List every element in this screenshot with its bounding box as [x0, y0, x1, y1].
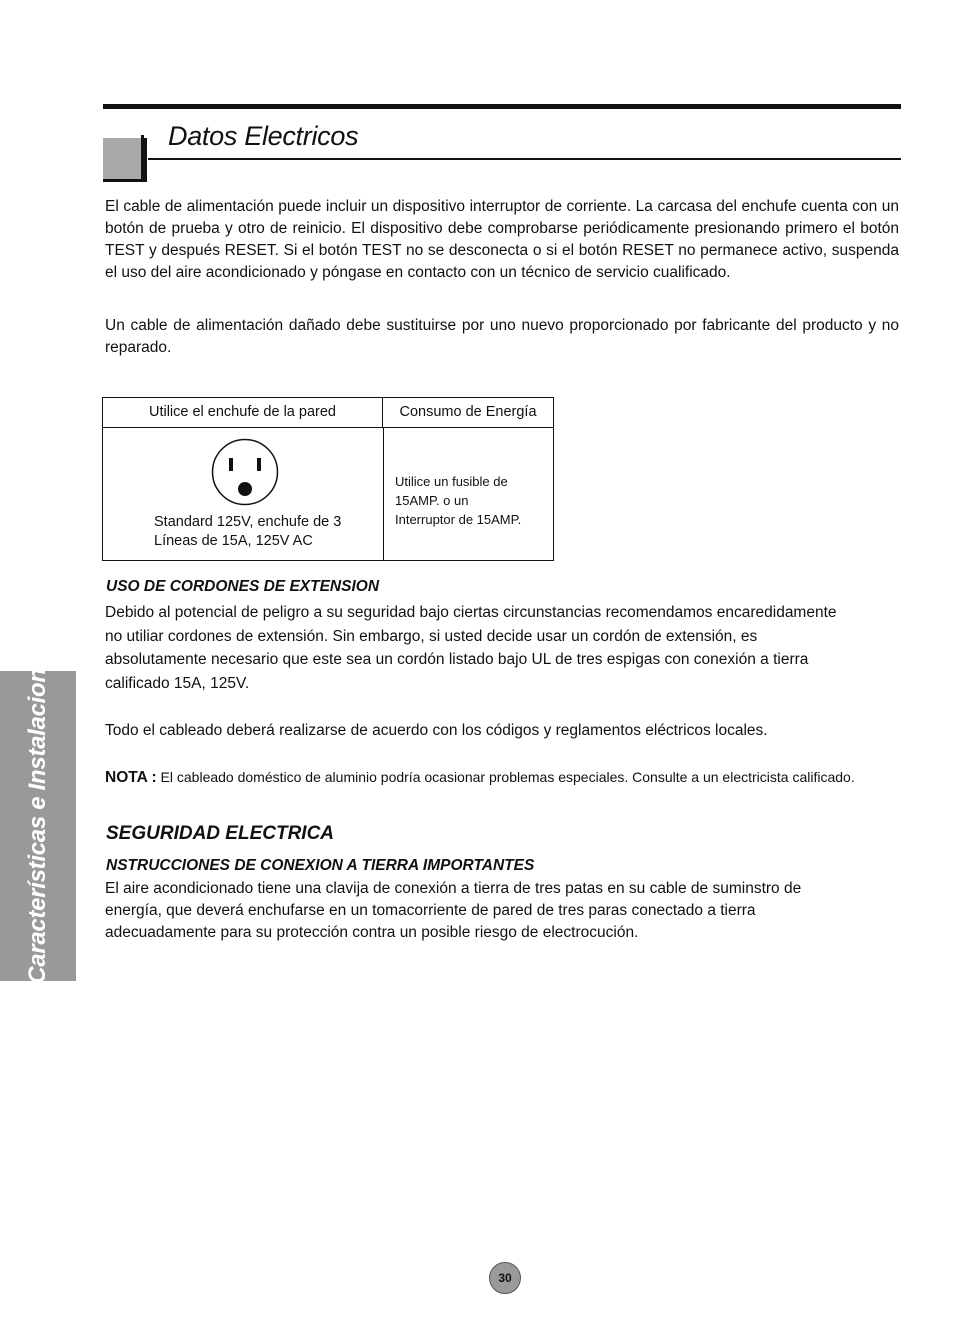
- table-divider: [383, 428, 384, 560]
- top-rule: [103, 104, 901, 109]
- plug-description: Standard 125V, enchufe de 3 Líneas de 15A, 125V AC: [154, 514, 342, 549]
- note: [105, 769, 925, 787]
- fuse-description: Utilice un fusible de 15AMP. o un Interruptor de 15AMP.: [395, 474, 522, 527]
- outlet-icon: [211, 438, 279, 506]
- note-text: El cableado doméstico de aluminio podría ocasionar problemas especiales. Consulte a un electricista calificado.: [160, 769, 855, 785]
- page-number: 30: [489, 1262, 521, 1294]
- page-title: Datos Electricos: [168, 121, 359, 151]
- extension-text: Debido al potencial de peligro a su seguridad bajo ciertas circunstancias recomendamos encaredidamente no utiliar cordones de extensión. Sin embargo, si usted decide usar un cordón de extensión, es absolutamente necesario que este sea un cordón listado bajo UL de tres espigas con conexión a tierra calificado 15A, 125V.: [105, 604, 837, 692]
- paragraph-damaged-cable: Un cable de alimentación dañado debe sustituirse por uno nuevo proporcionado por fabricante del producto y no reparado.: [105, 317, 899, 356]
- side-tab-label: Características e Instalacion: [24, 668, 51, 984]
- grounding-heading: NSTRUCCIONES DE CONEXION A TIERRA IMPORTANTES: [106, 857, 535, 874]
- title-rule: [148, 158, 901, 160]
- paragraph-breaker: El cable de alimentación puede incluir un dispositivo interruptor de corriente. La carcasa del enchufe cuenta con un botón de prueba y otro de reinicio. El dispositivo debe comprobarse periódicamente presionando primero el botón TEST y después RESET. Si el botón TEST no se desconecta o si el botón RESET no permanece activo, suspenda el uso del aire acondicionado y póngase en contacto con un técnico de servicio cualificado.: [105, 198, 899, 281]
- safety-heading: SEGURIDAD ELECTRICA: [106, 823, 335, 844]
- electrical-table: [102, 397, 554, 561]
- table-header-power: Consumo de Energía: [383, 398, 553, 428]
- extension-heading: USO DE CORDONES DE EXTENSION: [106, 578, 380, 595]
- title-square-icon: [103, 138, 147, 182]
- note-label: NOTA :: [105, 769, 157, 786]
- table-header-plug: Utilice el enchufe de la pared: [103, 398, 383, 428]
- grounding-text: El aire acondicionado tiene una clavija de conexión a tierra de tres patas en su cable de suminstro de energía, que deverá enchufarse en un tomacorriente de pared de tres paras conectado a tierra adecuadamente para su protección contra un posible riesgo de electrocución.: [105, 880, 802, 941]
- side-tab: [0, 668, 76, 984]
- wiring-text: Todo el cableado deberá realizarse de acuerdo con los códigos y reglamentos eléctricos locales.: [105, 722, 768, 739]
